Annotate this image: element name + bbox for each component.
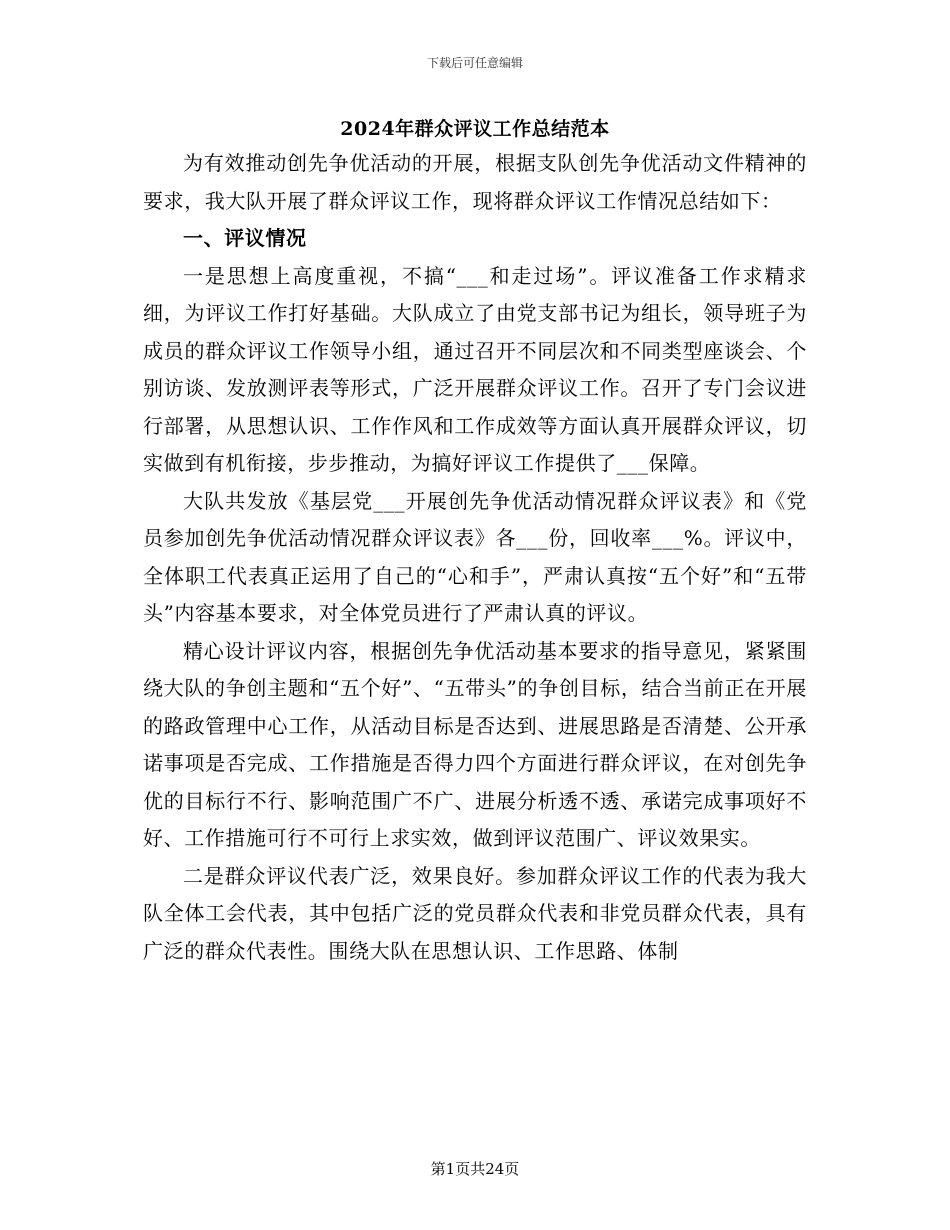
body-paragraph: 一是思想上高度重视，不搞“___和走过场”。评议准备工作求精求细，为评议工作打好基础。大队成立了由党支部书记为组长，领导班子为成员的群众评议工作领导小组，通过召开不同层次和不同类型座谈会、个别访谈、发放测评表等形式，广泛开展群众评议工作。召开了专门会议进行部署，从思想认识、工作作风和工作成效等方面认真开展群众评议，切实做到有机衔接，步步推动，为搞好评议工作提供了___保障。 (143, 263, 807, 475)
section-heading: 一、评议情况 (183, 226, 307, 250)
header-note: 下载后可任意编辑 (426, 56, 523, 70)
body-paragraph: 精心设计评议内容，根据创先争优活动基本要求的指导意见，紧紧围绕大队的争创主题和“五个好”、“五带头”的争创目标，结合当前正在开展的路政管理中心工作，从活动目标是否达到、进展思路是否清楚、公开承诺事项是否完成、工作措施是否得力四个方面进行群众评议，在对创先争优的目标行不行、影响范围广不广、进展分析透不透、承诺完成事项好不好、工作措施可行不可行上求实效，做到评议范围广、评议效果实。 (143, 638, 807, 850)
body-paragraph: 二是群众评议代表广泛，效果良好。参加群众评议工作的代表为我大队全体工会代表，其中包括广泛的党员群众代表和非党员群众代表，具有广泛的群众代表性。围绕大队在思想认识、工作思路、体制 (143, 863, 807, 963)
page-footer: 第1页共24页 (430, 1160, 520, 1178)
intro-paragraph: 为有效推动创先争优活动的开展，根据支队创先争优活动文件精神的要求，我大队开展了群众评议工作，现将群众评议工作情况总结如下： (143, 151, 807, 213)
document-body (143, 145, 807, 970)
document-title: 2024年群众评议工作总结范本 (340, 118, 610, 140)
body-paragraph: 大队共发放《基层党___开展创先争优活动情况群众评议表》和《党员参加创先争优活动情况群众评议表》各___份，回收率___%。评议中，全体职工代表真正运用了自己的“心和手”，严肃认真按“五个好”和“五带头”内容基本要求，对全体党员进行了严肃认真的评议。 (143, 488, 807, 625)
